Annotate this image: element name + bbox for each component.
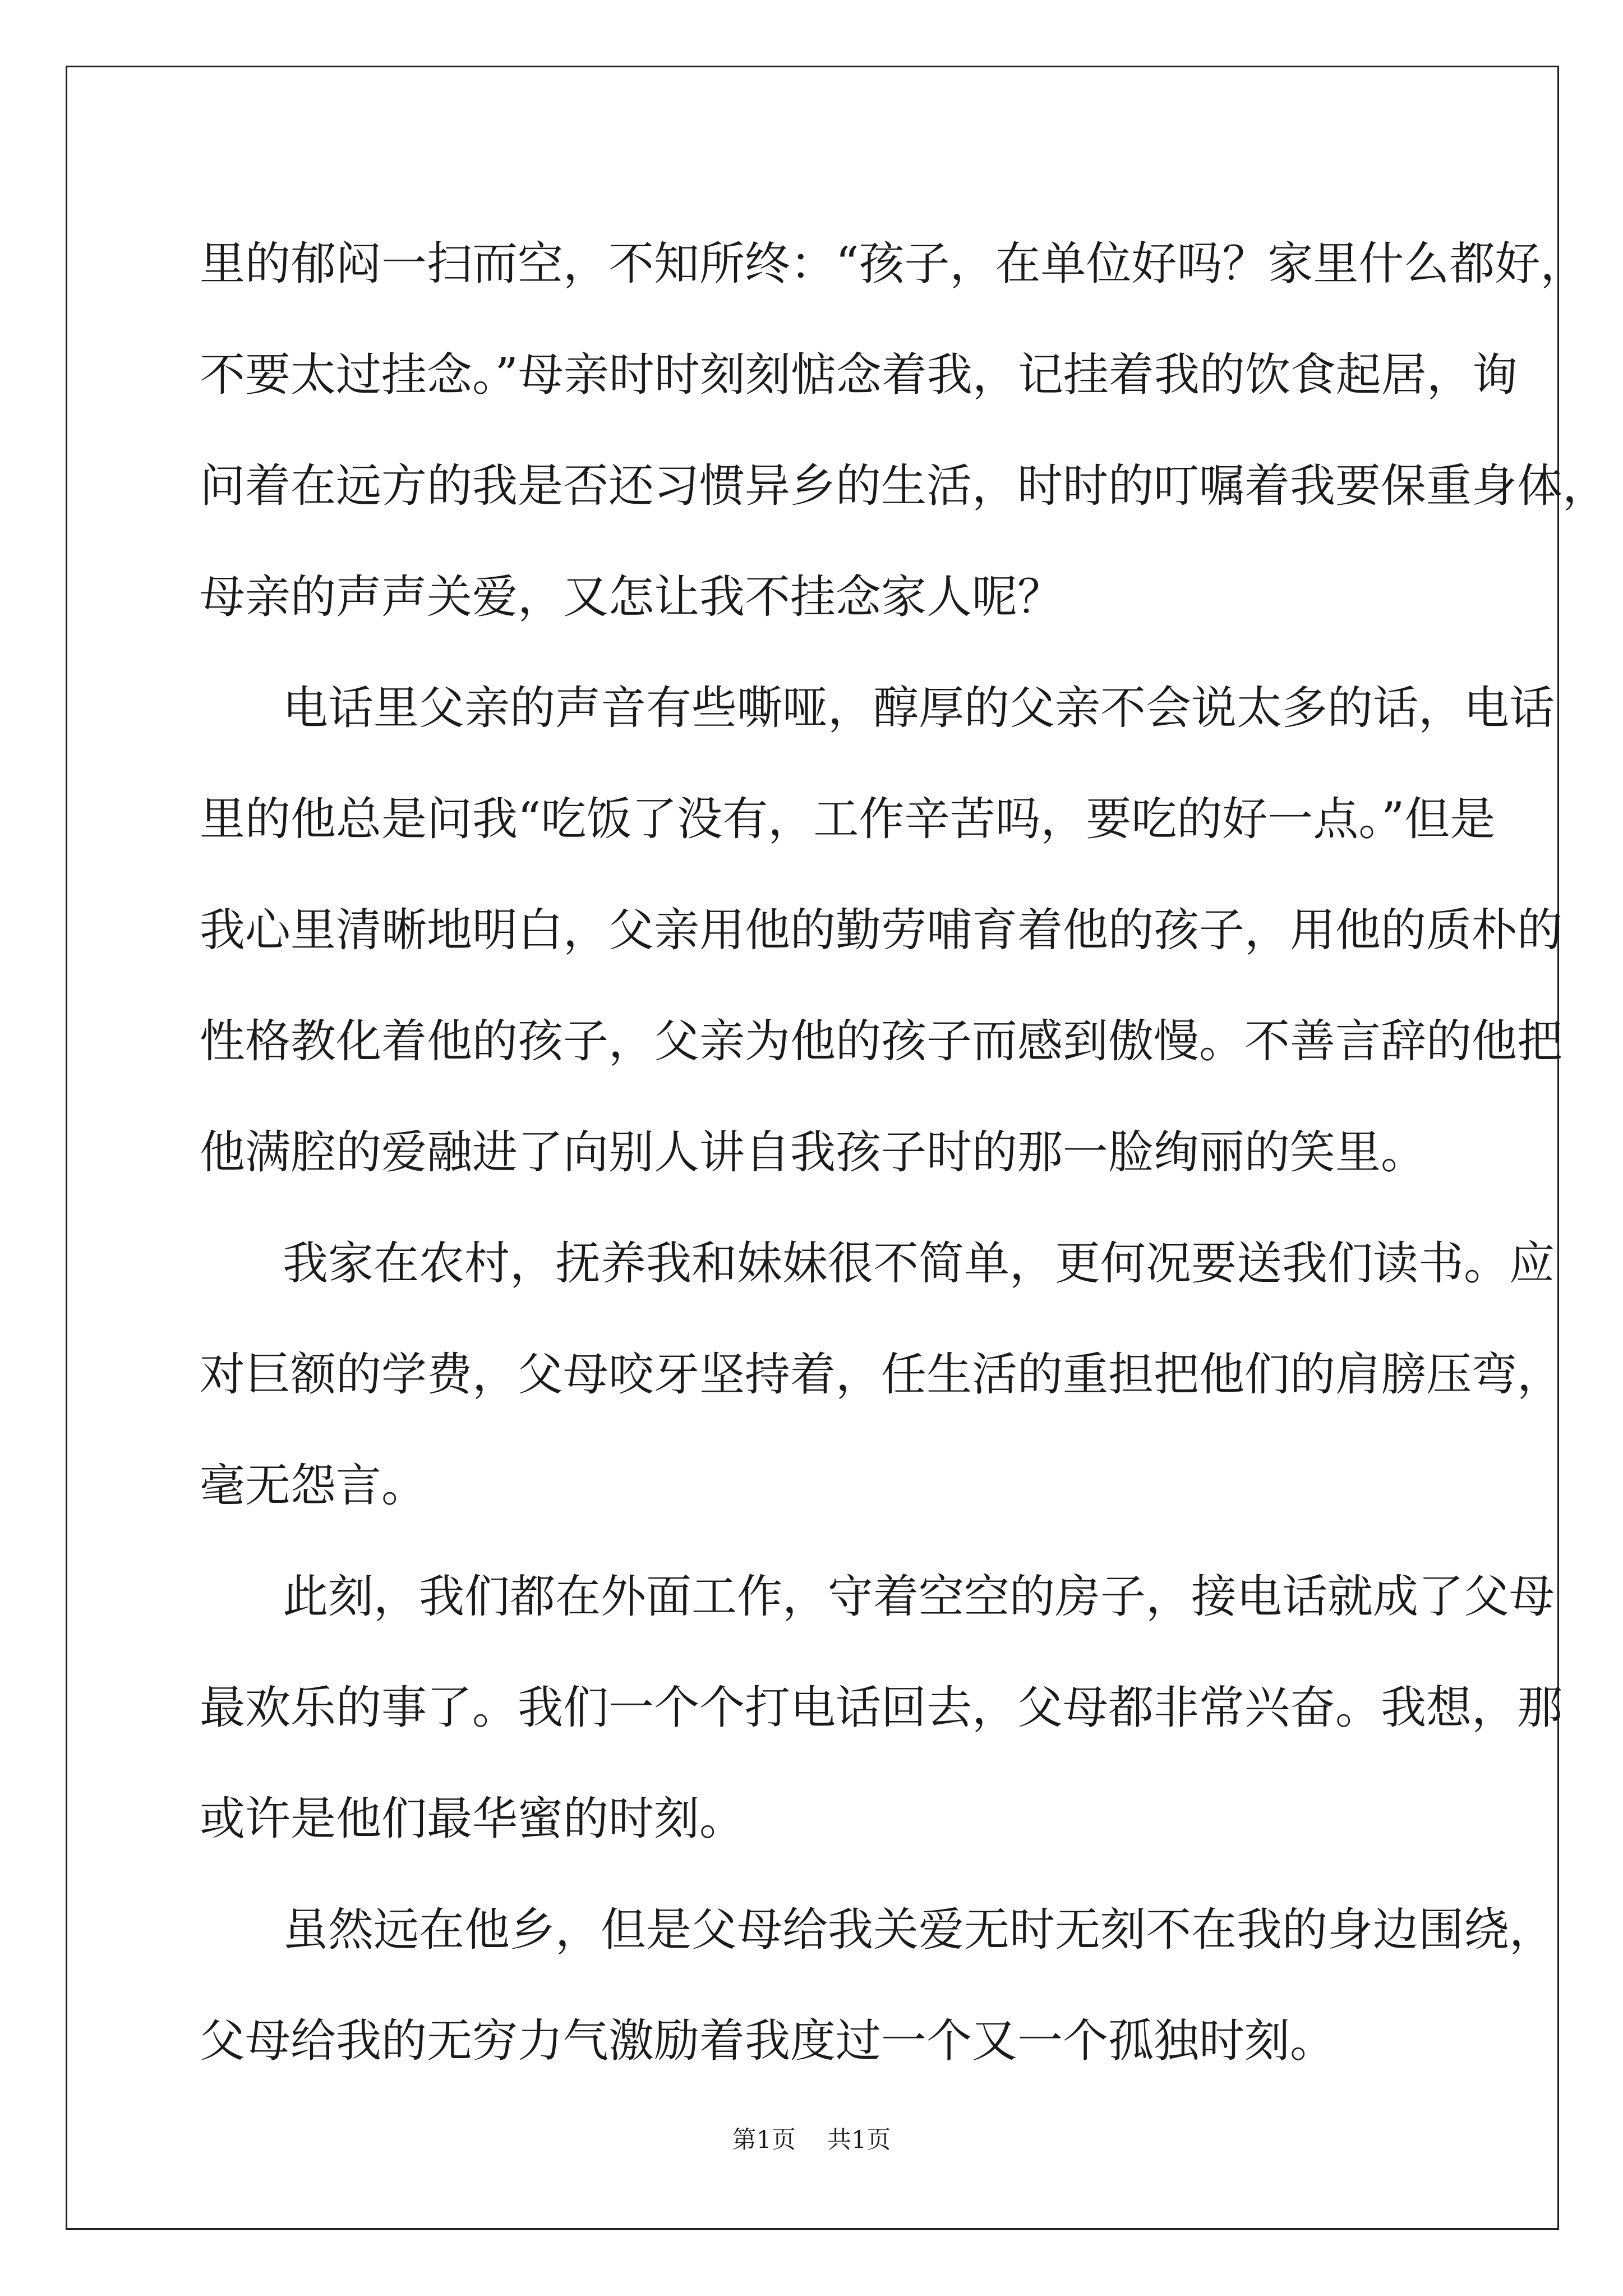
document-body [200, 209, 1608, 2097]
text-line: 最欢乐的事了。我们一个个打电话回去，父母都非常兴奋。我想，那 [200, 1682, 1563, 1734]
text-line: 此刻，我们都在外面工作，守着空空的房子，接电话就成了父母 [283, 1571, 1555, 1623]
text-line: 我家在农村，抚养我和妹妹很不简单，更何况要送我们读书。应 [283, 1237, 1555, 1290]
text-line: 对巨额的学费，父母咬牙坚持着，任生活的重担把他们的肩膀压弯， [200, 1349, 1563, 1401]
text-line: 里的郁闷一扫而空，不知所终：“孩子，在单位好吗？家里什么都好， [200, 238, 1586, 291]
text-line: 母亲的声声关爱，又怎让我不挂念家人呢？ [200, 571, 1063, 624]
text-line: 或许是他们最华蜜的时刻。 [200, 1793, 745, 1846]
text-line: 性格教化着他的孩子，父亲为他的孩子而感到傲慢。不善言辞的他把 [200, 1015, 1563, 1068]
text-line: 虽然远在他乡，但是父母给我关爱无时无刻不在我的身边围绕， [283, 1904, 1555, 1957]
text-line: 问着在远方的我是否还习惯异乡的生活，时时的叮嘱着我要保重身体， [200, 460, 1608, 513]
text-line: 里的他总是问我“吃饭了没有，工作辛苦吗，要吃的好一点。”但是 [200, 793, 1496, 846]
page-footer [0, 2123, 1623, 2157]
text-line: 他满腔的爱融进了向别人讲自我孩子时的那一脸绚丽的笑里。 [200, 1126, 1427, 1179]
text-line: 父母给我的无穷力气激励着我度过一个又一个孤独时刻。 [200, 2015, 1336, 2068]
page-number-total: 共1页 [827, 2126, 891, 2154]
page-number-current: 第1页 [732, 2126, 796, 2154]
text-line: 我心里清晰地明白，父亲用他的勤劳哺育着他的孩子，用他的质朴的 [200, 904, 1563, 957]
text-line: 不要太过挂念。”母亲时时刻刻惦念着我，记挂着我的饮食起居，询 [200, 349, 1518, 402]
text-line: 电话里父亲的声音有些嘶哑，醇厚的父亲不会说太多的话，电话 [283, 682, 1555, 735]
text-line: 毫无怨言。 [200, 1460, 427, 1512]
